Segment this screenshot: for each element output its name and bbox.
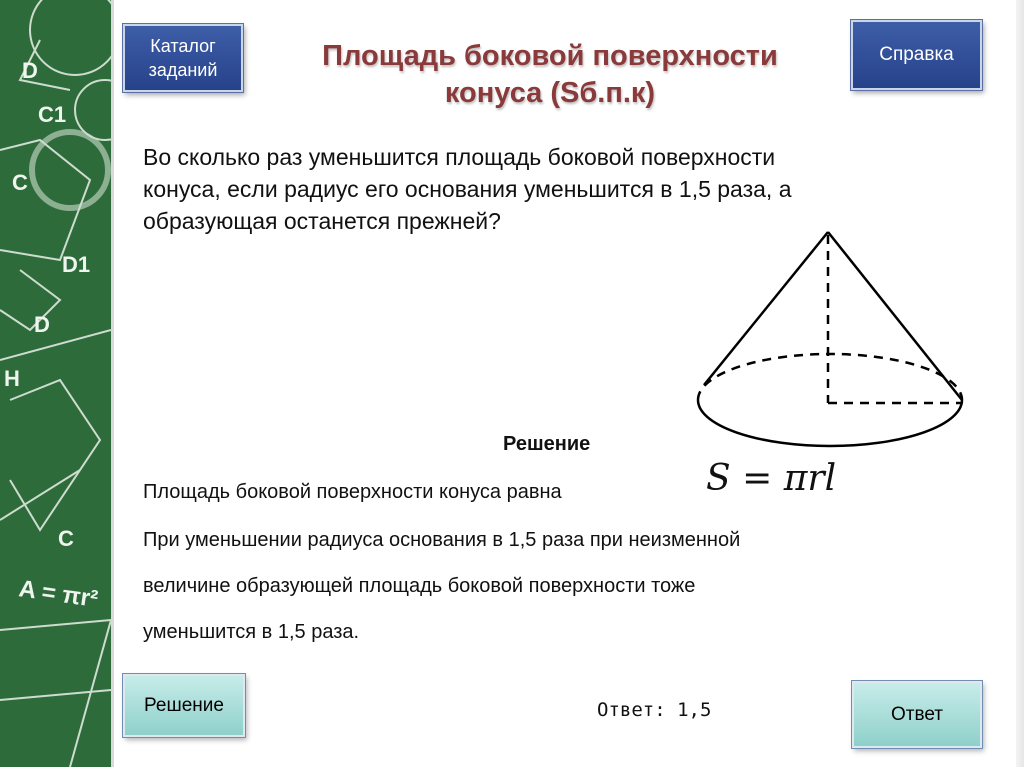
- doodle-circle: [30, 0, 111, 75]
- cone-left-generatrix: [704, 232, 828, 385]
- area-formula: S = πrl: [706, 458, 837, 499]
- solution-line2: При уменьшении радиуса основания в 1,5 раза при неизменной: [143, 529, 741, 551]
- page-title-line2: конуса (Sб.п.к): [444, 77, 656, 109]
- page-edge: [1016, 0, 1024, 767]
- panel-label: C: [12, 170, 28, 195]
- panel-label: D: [34, 312, 50, 337]
- question-text: [143, 141, 973, 237]
- catalog-button[interactable]: [123, 24, 243, 92]
- panel-label: H: [4, 366, 20, 391]
- panel-label: C1: [38, 102, 67, 127]
- panel-formula: A = πr²: [17, 575, 100, 614]
- cone-base-front-arc: [698, 400, 962, 446]
- solution-button[interactable]: [123, 674, 245, 737]
- doodle-line: [0, 470, 80, 520]
- doodle-triangle: [10, 380, 100, 530]
- answer-button[interactable]: [852, 681, 982, 748]
- question-line1: Во сколько раз уменьшится площадь боковой поверхности: [143, 144, 776, 170]
- panel-label: C: [58, 526, 74, 551]
- solution-line1: Площадь боковой поверхности конуса равна: [143, 481, 562, 503]
- panel-label: D: [22, 58, 38, 83]
- solution-button-label: Решение: [144, 694, 224, 716]
- question-line3: образующая останется прежней?: [143, 208, 501, 234]
- decorative-side-panel: [0, 0, 111, 767]
- solution-line4: уменьшится в 1,5 раза.: [143, 621, 360, 643]
- help-button-label: Справка: [879, 44, 954, 65]
- help-button[interactable]: [851, 20, 982, 90]
- geometry-doodles: [0, 0, 111, 767]
- page-title: [255, 38, 845, 112]
- answer-button-label: Ответ: [891, 703, 943, 725]
- panel-divider: [111, 0, 114, 767]
- solution-line3: величине образующей площадь боковой поверхности тоже: [143, 575, 696, 597]
- doodle-polygon: [0, 270, 60, 330]
- doodle-line: [0, 690, 111, 700]
- page-title-line1: Площадь боковой поверхности: [322, 40, 778, 72]
- panel-label: D1: [62, 252, 91, 277]
- question-line2: конуса, если радиус его основания уменьшится в 1,5 раза, а: [143, 176, 792, 202]
- doodle-triangle: [0, 620, 111, 767]
- catalog-label-line1: Каталог: [150, 36, 216, 56]
- catalog-button-label: [149, 34, 218, 82]
- solution-heading: Решение: [503, 433, 591, 455]
- cone-diagram: [690, 225, 970, 460]
- answer-value: Ответ: 1,5: [597, 699, 712, 721]
- doodle-line: [0, 330, 111, 360]
- catalog-label-line2: заданий: [148, 60, 218, 80]
- cone-base-back-arc: [698, 354, 962, 400]
